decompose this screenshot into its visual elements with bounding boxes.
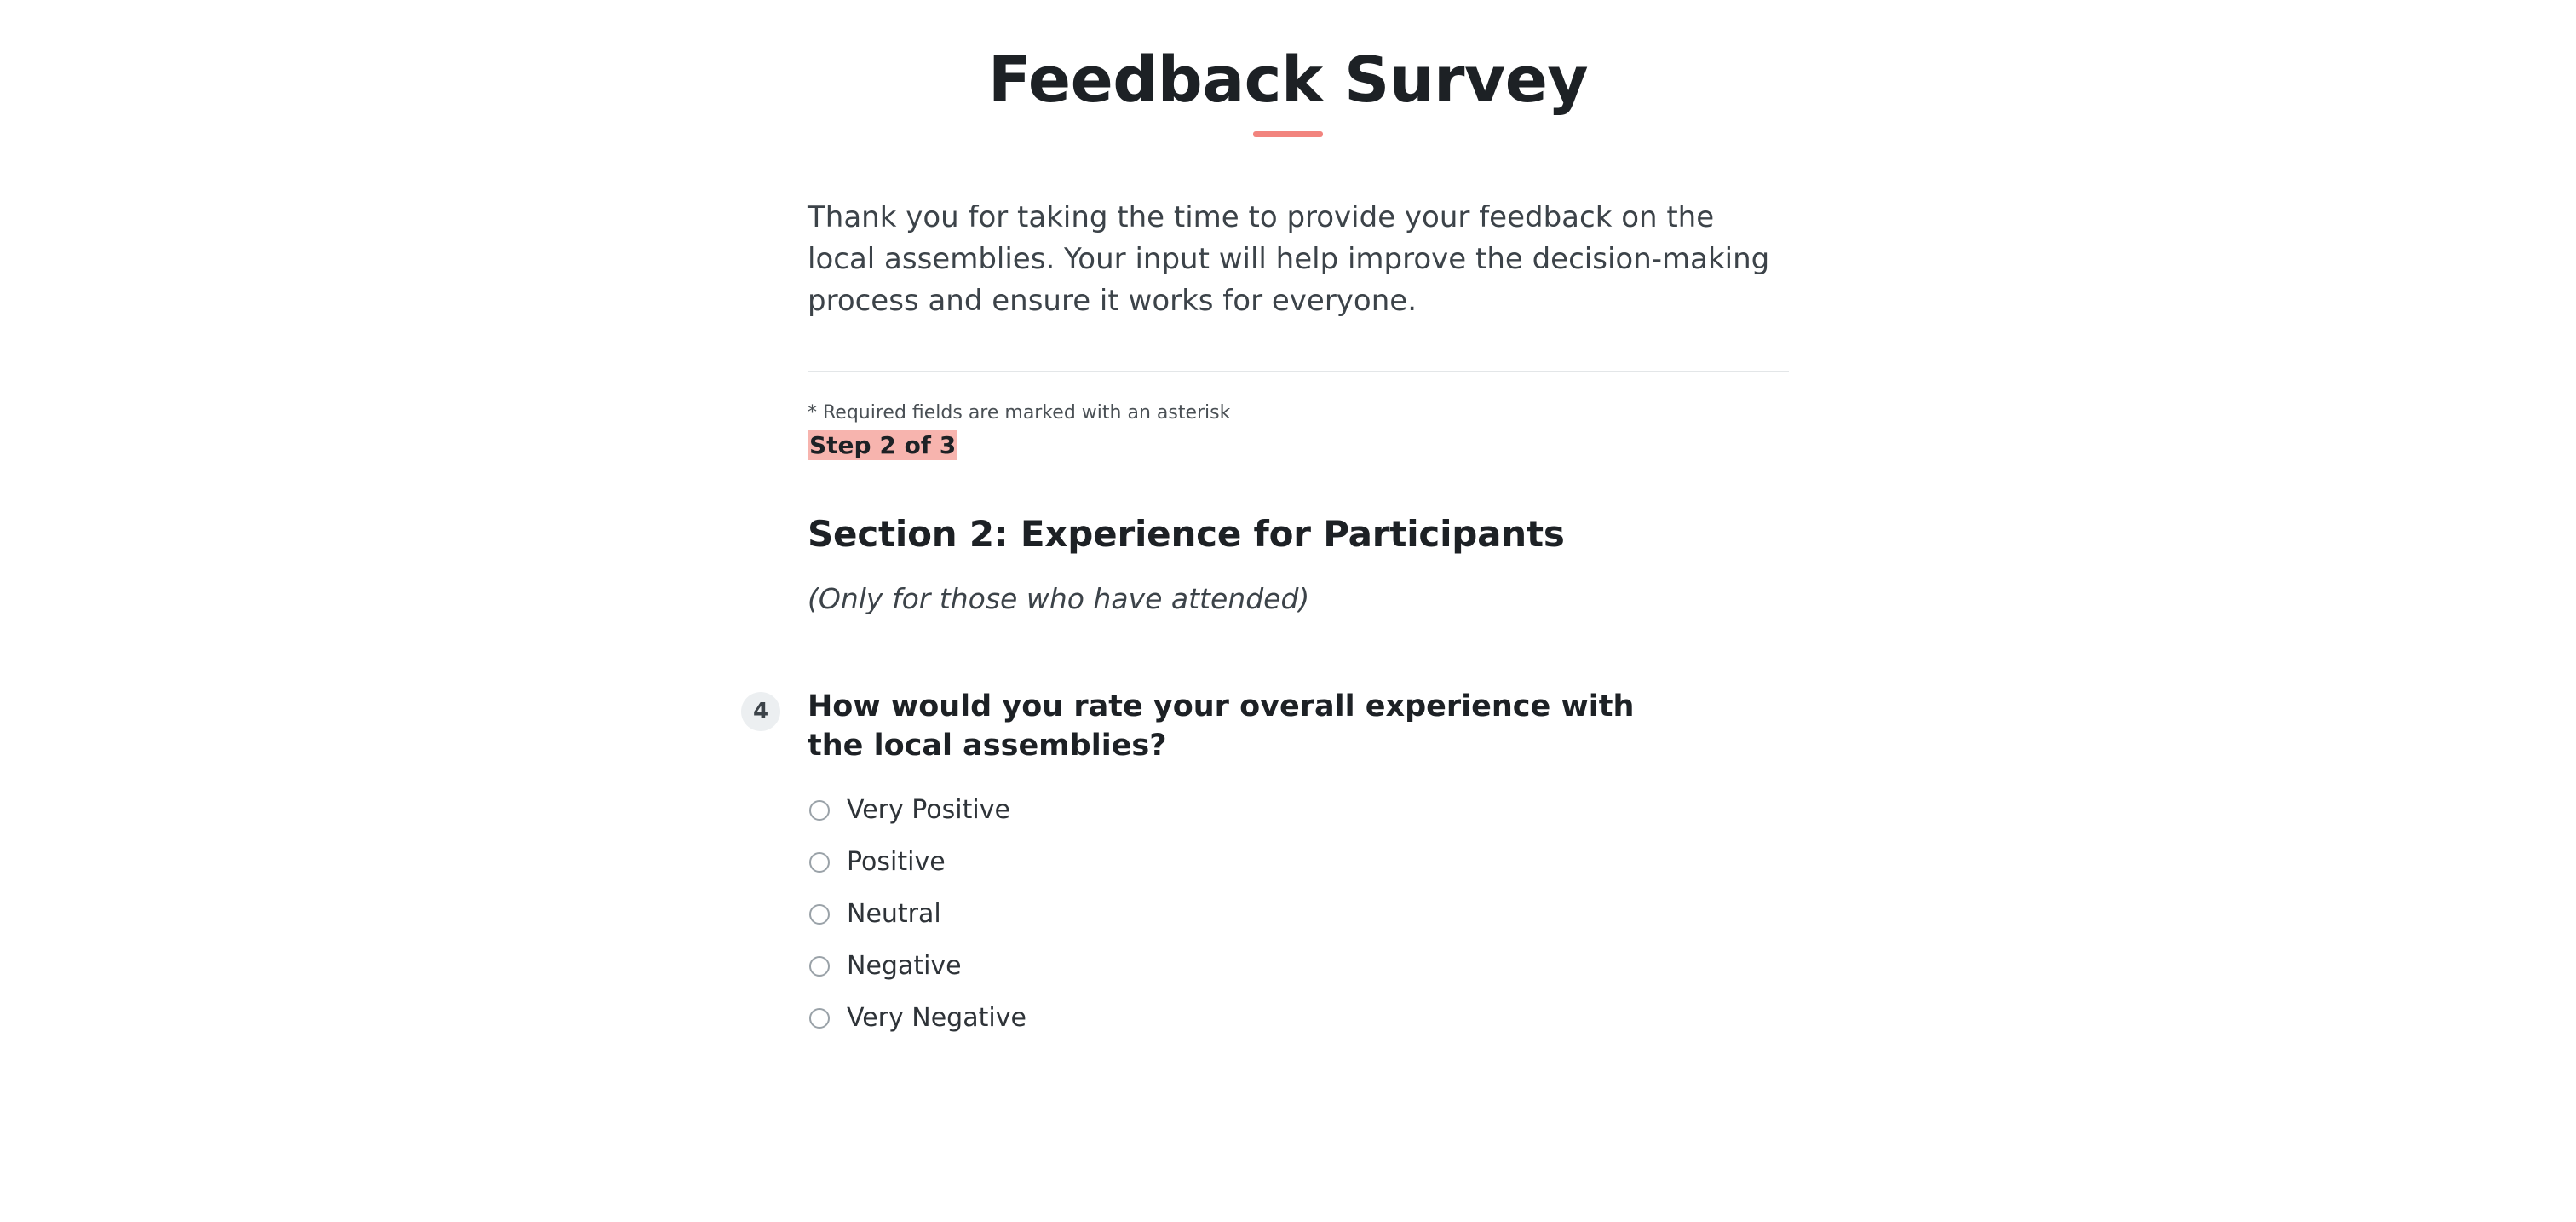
radio-option-label: Neutral (847, 898, 941, 929)
radio-icon[interactable] (809, 1008, 830, 1029)
radio-option-negative[interactable] (809, 951, 1782, 982)
radio-option-label: Very Positive (847, 794, 1010, 825)
radio-icon[interactable] (809, 956, 830, 977)
question-number-badge: 4 (741, 692, 780, 731)
radio-icon[interactable] (809, 852, 830, 873)
radio-option-label: Positive (847, 846, 946, 877)
title-underline-accent (1253, 131, 1323, 137)
question-4 (752, 687, 1782, 1034)
radio-option-label: Negative (847, 950, 962, 981)
radio-group-overall-experience (808, 795, 1782, 1034)
section-heading: Section 2: Experience for Participants (808, 512, 1565, 555)
intro-paragraph: Thank you for taking the time to provide your feedback on the local assemblies. Your input will help improve the decision-making process and ensure it works for everyone. (808, 199, 1770, 319)
radio-icon[interactable] (809, 904, 830, 925)
question-text: How would you rate your overall experience with the local assemblies? (808, 689, 1635, 764)
radio-option-very-positive[interactable] (809, 795, 1782, 826)
section-divider (808, 371, 1789, 372)
required-fields-note: * Required fields are marked with an asterisk (808, 401, 1231, 424)
radio-option-very-negative[interactable] (809, 1003, 1782, 1034)
radio-option-neutral[interactable] (809, 899, 1782, 930)
section-subheading: (Only for those who have attended) (808, 581, 1310, 615)
radio-icon[interactable] (809, 800, 830, 821)
step-indicator: Step 2 of 3 (809, 430, 957, 459)
radio-option-positive[interactable] (809, 847, 1782, 878)
survey-header (0, 0, 2576, 137)
radio-option-label: Very Negative (847, 1002, 1026, 1033)
page-title: Feedback Survey (987, 43, 1589, 117)
survey-content (752, 197, 1782, 1034)
question-row (752, 687, 1782, 766)
